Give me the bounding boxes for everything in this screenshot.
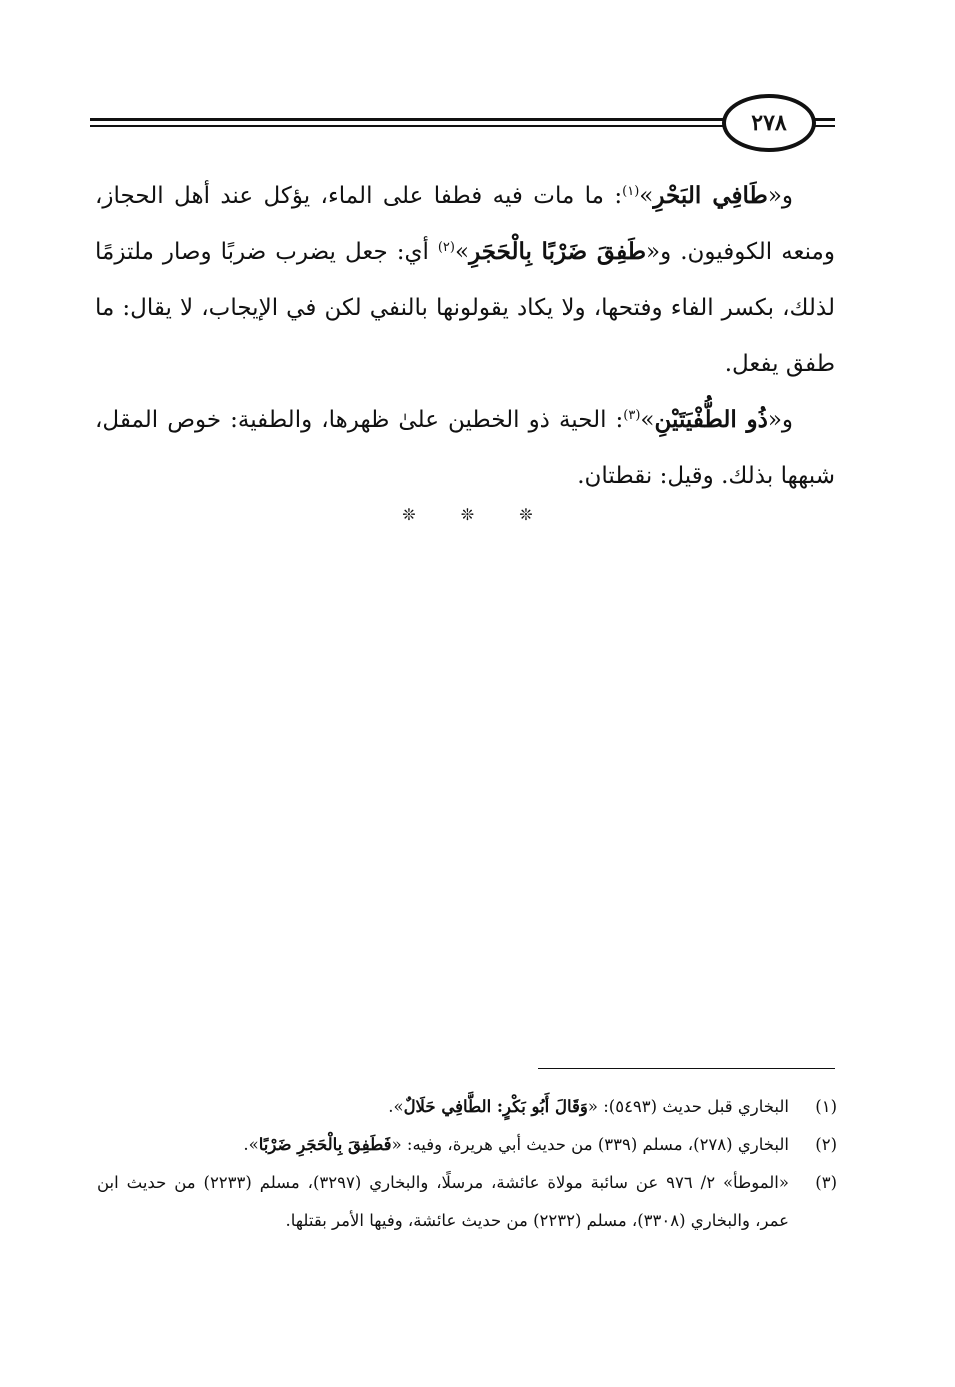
quote-open: و« [767, 183, 793, 209]
footnote-end: ». [388, 1097, 404, 1116]
footnote-quote: فَطَفِقَ بِالْحَجَرِ ضَرْبًا [258, 1135, 392, 1154]
footnote-3 [97, 1164, 837, 1240]
footnotes [97, 1088, 837, 1240]
paragraph-text: أي: جعل يضرب ضربًا وصار ملتزمًا لذلك، بكسر الفاء وفتحها، ولا يكاد يقولونها بالنفي لكن في الإيجاب، لا يقال: ما طفق يفعل. [95, 239, 835, 377]
quote-close: » [639, 183, 654, 209]
footnote-body: البخاري قبل حديث (٥٤٩٣): « [587, 1097, 789, 1116]
term-tafiqa: طَفِقَ ضَرْبًا بِالْحَجَرِ [469, 238, 647, 265]
footnote-ref-3[interactable]: (٣) [623, 408, 641, 423]
header-rule-thick [90, 118, 735, 121]
paragraph-text: : ما مات فيه فطفا على الماء، يؤكل عند أهل الحجاز، ومنعه الكوفيون. و« [95, 183, 835, 265]
footnote-body: البخاري (٢٧٨)، مسلم (٣٣٩) من حديث أبي هريرة، وفيه: « [391, 1135, 789, 1154]
quote-close: » [640, 407, 655, 433]
footnote-1 [97, 1088, 837, 1126]
paragraph-text: : الحية ذو الخطين علىٰ ظهرها، والطفية: خوص المقل، شبهها بذلك. وقيل: نقطتان. [95, 407, 835, 489]
page-number: ٢٧٨ [722, 94, 816, 152]
footnote-text [97, 1164, 789, 1240]
main-text [95, 168, 835, 504]
footnote-2 [97, 1126, 837, 1164]
quote-close: » [454, 239, 470, 265]
footnote-number: (٢) [815, 1135, 837, 1154]
footnote-body: «الموطأ» ٢/ ٩٧٦ عن سائبة مولاة عائشة، مرسلًا، والبخاري (٣٢٩٧)، مسلم (٢٢٣٣) من حديث ابن عمر، والبخاري (٣٣٠٨)، مسلم (٢٢٣٢) من حديث عائشة، وفيها الأمر بقتلها. [97, 1173, 789, 1230]
footnote-text [97, 1126, 789, 1164]
section-separator: ❊ ❊ ❊ [402, 505, 553, 524]
term-dhu-tufyatayn: ذُو الطُّفْيَتَيْنِ [654, 406, 768, 433]
term-tafi-al-bahr: طَافِي البَحْرِ [653, 182, 768, 209]
footnote-quote: وَقَالَ أَبُو بَكْرٍ: الطَّافِي حَلَالٌ [403, 1097, 588, 1116]
page-header [90, 92, 835, 152]
paragraph-dhu-tufyatayn [95, 392, 835, 504]
paragraph-tafi [95, 168, 835, 392]
quote-open: و« [767, 407, 794, 433]
footnote-ref-2[interactable]: (٢) [437, 240, 455, 255]
footnote-ref-1[interactable]: (١) [622, 184, 640, 199]
header-rule-thin [90, 125, 735, 127]
footnote-end: ». [243, 1135, 259, 1154]
footnote-divider [538, 1068, 835, 1069]
footnote-number: (٣) [815, 1173, 837, 1192]
footnote-text [97, 1088, 789, 1126]
footnote-number: (١) [815, 1097, 837, 1116]
